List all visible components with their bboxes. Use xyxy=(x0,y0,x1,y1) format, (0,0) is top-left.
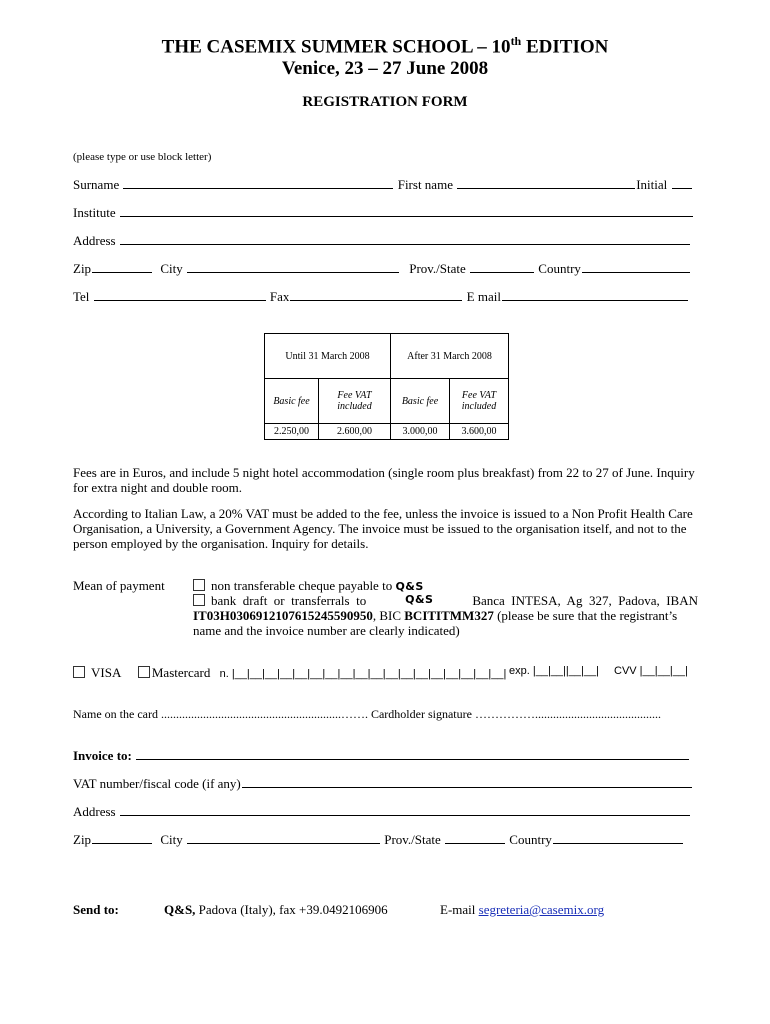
cardholder-signature-field[interactable]: Cardholder signature …………….......................................... xyxy=(370,707,661,721)
bank-note-a: (please be sure that the registrant’s xyxy=(493,608,678,623)
send-to-org: Q&S, xyxy=(164,902,196,917)
zip-field[interactable] xyxy=(92,271,152,273)
institute-row xyxy=(73,205,694,221)
vat-fee-header-2 xyxy=(450,379,509,424)
prov-field[interactable] xyxy=(470,271,534,273)
city-field[interactable] xyxy=(187,271,399,273)
invoice-to-field[interactable] xyxy=(136,758,689,760)
bank-details: Banca INTESA, Ag 327, Padova, IBAN xyxy=(472,593,698,608)
email-field[interactable] xyxy=(502,299,688,301)
title-superscript: th xyxy=(510,34,522,48)
surname-label: Surname xyxy=(73,177,120,192)
invoice-prov-field[interactable] xyxy=(445,842,505,844)
instructions: (please type or use block letter) xyxy=(73,151,212,163)
cvv-field[interactable]: CVV |__|__|__| xyxy=(614,665,688,677)
expiry-field[interactable]: exp. |__|__||__|__| xyxy=(509,665,599,677)
bank-text: bank draft or transferrals to xyxy=(211,593,367,608)
bank-checkbox[interactable] xyxy=(193,594,205,606)
vat-fee-header-1 xyxy=(319,379,391,424)
card-holder-row xyxy=(73,707,661,722)
surname-row xyxy=(73,177,693,193)
initial-label: Initial xyxy=(636,177,668,192)
basic-fee-header-1: Basic fee xyxy=(265,379,319,424)
zip-label: Zip xyxy=(73,261,92,276)
country-label: Country xyxy=(538,261,581,276)
footer-email-label: E-mail xyxy=(440,902,476,917)
vat-number-label: VAT number/fiscal code (if any) xyxy=(73,776,241,791)
invoice-zip-field[interactable] xyxy=(92,842,152,844)
address-field[interactable] xyxy=(120,243,690,245)
vat-header-2-line2: included xyxy=(461,401,497,412)
invoice-to-row xyxy=(73,748,690,764)
address-row xyxy=(73,233,691,249)
period-1-header: Until 31 March 2008 xyxy=(265,334,391,379)
fees-note-line-1: Fees are in Euros, and include 5 night hotel accommodation (single room plus breakfast) from 22 to 27 of June. Inquiry xyxy=(73,465,695,480)
fax-label: Fax xyxy=(269,289,290,304)
title-main: THE CASEMIX SUMMER SCHOOL – 10 xyxy=(161,36,511,58)
card-number-field[interactable]: n. |__|__|__|__|__|__|__|__|__|__|__|__|__|__|__|__|__|__| xyxy=(219,668,507,680)
basic-fee-header-2: Basic fee xyxy=(391,379,450,424)
qs-logo: Q&S xyxy=(395,580,424,593)
vat-note-line-1: According to Italian Law, a 20% VAT must be added to the fee, unless the invoice is issued to a Non Profit Health Care xyxy=(73,506,693,521)
visa-label: VISA xyxy=(91,665,121,680)
title-edition: EDITION xyxy=(521,36,609,58)
bank-note-line: name and the invoice number are clearly indicated) xyxy=(193,623,460,638)
invoice-address-field[interactable] xyxy=(120,814,690,816)
vat-note-line-2: Organisation, a University, a Government Agency. The invoice must be issued to the organisation itself, and not to the xyxy=(73,521,687,536)
address-label: Address xyxy=(73,233,116,248)
bank-option-lead xyxy=(193,593,366,609)
tel-label: Tel xyxy=(73,289,90,304)
iban-value: IT03H0306912107615245590950 xyxy=(193,608,373,623)
first-name-label: First name xyxy=(397,177,453,192)
invoice-city-field[interactable] xyxy=(187,842,380,844)
fee-value-2: 2.600,00 xyxy=(319,424,391,440)
invoice-address-label: Address xyxy=(73,804,116,819)
fee-value-4: 3.600,00 xyxy=(450,424,509,440)
payment-label: Mean of payment xyxy=(73,578,165,593)
payment-option-cheque[interactable] xyxy=(193,578,424,594)
iban-line xyxy=(193,608,677,624)
send-to-contact: Padova (Italy), fax +39.0492106906 xyxy=(195,902,388,917)
period-2-header: After 31 March 2008 xyxy=(391,334,509,379)
institute-label: Institute xyxy=(73,205,116,220)
fee-table xyxy=(264,333,509,440)
qs-logo-bank: Q&S xyxy=(405,593,434,606)
vat-number-field[interactable] xyxy=(242,786,692,788)
send-to-address xyxy=(164,902,388,918)
vat-header-1-line2: included xyxy=(337,401,372,412)
fee-value-1: 2.250,00 xyxy=(265,424,319,440)
bic-value: BCITITMM327 xyxy=(404,608,494,623)
send-to-label: Send to: xyxy=(73,902,119,917)
surname-field[interactable] xyxy=(123,187,393,189)
fax-field[interactable] xyxy=(290,299,462,301)
payment-option-bank[interactable] xyxy=(193,593,698,609)
cheque-text: non transferable cheque payable to xyxy=(211,578,393,593)
invoice-city-label: City xyxy=(160,832,183,847)
invoice-zip-row xyxy=(73,832,684,848)
visa-checkbox[interactable] xyxy=(73,666,85,678)
invoice-address-row xyxy=(73,804,691,820)
invoice-country-label: Country xyxy=(509,832,552,847)
fee-value-3: 3.000,00 xyxy=(391,424,450,440)
cheque-checkbox[interactable] xyxy=(193,579,205,591)
initial-field[interactable] xyxy=(672,187,692,189)
mastercard-label: Mastercard xyxy=(151,665,211,680)
vat-header-1-line1: Fee VAT xyxy=(337,390,372,401)
country-field[interactable] xyxy=(582,271,690,273)
email-label: E mail xyxy=(466,289,501,304)
prov-label: Prov./State xyxy=(409,261,466,276)
name-on-card-field[interactable]: Name on the card ............................................................……. xyxy=(73,707,368,721)
institute-field[interactable] xyxy=(120,215,693,217)
invoice-to-label: Invoice to: xyxy=(73,748,132,763)
zip-city-row xyxy=(73,261,691,277)
page-title xyxy=(0,34,770,58)
vat-note-line-3: person employed by the organisation. Inquiry for details. xyxy=(73,536,369,551)
vat-header-2-line1: Fee VAT xyxy=(461,390,497,401)
fees-note-line-2: for extra night and double room. xyxy=(73,480,242,495)
invoice-country-field[interactable] xyxy=(553,842,683,844)
vat-number-row xyxy=(73,776,693,792)
tel-field[interactable] xyxy=(94,299,266,301)
city-label: City xyxy=(160,261,183,276)
invoice-prov-label: Prov./State xyxy=(384,832,441,847)
email-row xyxy=(440,902,604,918)
card-row xyxy=(73,665,506,681)
first-name-field[interactable] xyxy=(457,187,635,189)
invoice-zip-label: Zip xyxy=(73,832,92,847)
bic-separator: , BIC xyxy=(372,608,405,623)
page-subtitle: Venice, 23 – 27 June 2008 xyxy=(281,58,489,79)
contact-row xyxy=(73,289,689,305)
mastercard-checkbox[interactable] xyxy=(138,666,150,678)
form-title: REGISTRATION FORM xyxy=(302,94,468,110)
email-link[interactable]: segreteria@casemix.org xyxy=(478,902,605,917)
